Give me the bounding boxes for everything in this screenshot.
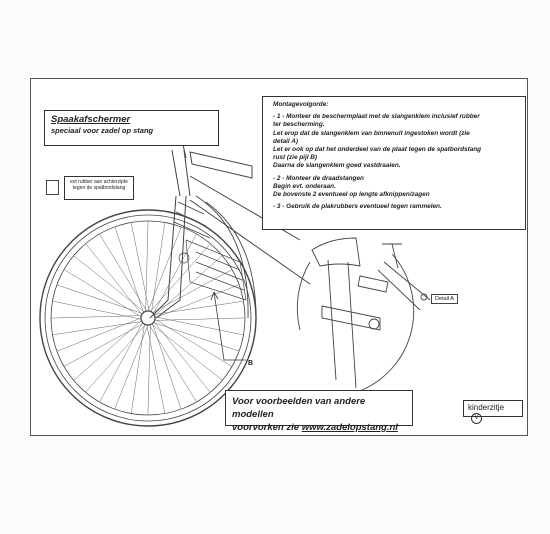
wheel-spoke bbox=[146, 221, 149, 311]
website-prefix: voorvorken zie bbox=[232, 422, 302, 433]
wheel-spoke bbox=[155, 285, 239, 318]
instruction-line: ter bescherming. bbox=[273, 121, 325, 129]
wheel-hub bbox=[141, 311, 155, 325]
bicycle-wheel bbox=[40, 210, 256, 426]
wheel-spoke bbox=[64, 323, 144, 366]
wheel-spoke bbox=[115, 325, 148, 409]
wheel-spoke bbox=[51, 316, 141, 319]
wheel-spoke bbox=[100, 323, 143, 403]
website-line-2 bbox=[232, 421, 406, 434]
wheel-spoke bbox=[131, 324, 144, 413]
instruction-line: Let erop dat de slangenklem van binnenuit ingestoken wordt (zie bbox=[273, 129, 470, 137]
rubber-label: evt rubber aan achterzijde tegen de spatbordstang bbox=[64, 176, 134, 200]
wheel-spoke bbox=[74, 320, 142, 380]
wheel-tire-outer bbox=[40, 210, 256, 426]
fork-blade-left bbox=[150, 196, 176, 318]
wheel-spoke bbox=[86, 325, 146, 393]
detail-a-view bbox=[297, 238, 430, 390]
instruction-line: rust (zie pijl B) bbox=[273, 154, 318, 162]
detail-a-label: Detail A bbox=[431, 294, 458, 304]
wheel-spoke bbox=[148, 325, 151, 415]
head-tube bbox=[172, 150, 190, 196]
instruction-line: - 1 - Monteer de beschermplaat met de slangenklem inclusief rubber bbox=[273, 113, 480, 121]
instruction-line: detail A) bbox=[273, 137, 298, 145]
instruction-line: Daarna de slangenklem goed vastdraaien. bbox=[273, 162, 401, 170]
instructions-heading: Montagevolgorde: bbox=[273, 101, 329, 108]
wheel-spoke bbox=[53, 322, 142, 335]
wheel-spoke bbox=[57, 318, 141, 351]
kinderzitje-badge bbox=[463, 400, 523, 421]
wheel-spoke bbox=[147, 325, 165, 414]
wheel-spokes bbox=[51, 221, 245, 415]
wheel-rim bbox=[51, 221, 245, 415]
wheel-spoke bbox=[149, 325, 196, 402]
handlebar bbox=[190, 152, 252, 178]
wheel-spoke bbox=[152, 223, 165, 312]
instruction-line: - 3 - Gebruik de plakrubbers eventueel tegen rammelen. bbox=[273, 203, 442, 211]
wheel-spoke bbox=[64, 269, 141, 316]
title-box bbox=[44, 110, 219, 146]
website-line-1: Voor voorbeelden van andere modellen bbox=[232, 396, 366, 420]
instruction-line: Let er ook op dat het onderdeel van de plaat tegen de spatbordstang bbox=[273, 146, 482, 154]
website-box bbox=[225, 390, 413, 433]
instructions-box bbox=[262, 96, 526, 230]
title-main: Spaakafschermer bbox=[51, 114, 131, 125]
spoke-guard-plate bbox=[179, 240, 246, 300]
wheel-spoke bbox=[155, 319, 232, 366]
wheel-spoke bbox=[153, 270, 233, 313]
instruction-line: Begin evt. onderaan. bbox=[273, 182, 336, 190]
wheel-spoke bbox=[148, 227, 181, 311]
wheel-spoke bbox=[99, 234, 146, 311]
title-sub: speciaal voor zadel op stang bbox=[51, 126, 154, 135]
instruction-line: De bovenste 2 eventueel op lengte afknippen/zagen bbox=[273, 191, 430, 199]
website-link[interactable]: www.zadelopstang.nl bbox=[301, 422, 398, 433]
wheel-spoke bbox=[53, 301, 142, 319]
wheel-spoke bbox=[155, 318, 245, 321]
v-circle-icon: V bbox=[471, 413, 482, 424]
empty-checkbox bbox=[46, 180, 59, 195]
arrow-b bbox=[211, 292, 246, 360]
instruction-line: - 2 - Monteer de draadstangen bbox=[273, 174, 364, 182]
kinderzitje-label: kinderzitje bbox=[468, 403, 505, 412]
wheel-spoke bbox=[155, 317, 244, 335]
wheel-spoke bbox=[153, 234, 196, 314]
wheel-spoke bbox=[154, 301, 243, 314]
wheel-tire-inner bbox=[45, 215, 254, 421]
wheel-spoke bbox=[131, 223, 149, 312]
arrow-b-label: B bbox=[248, 360, 254, 367]
